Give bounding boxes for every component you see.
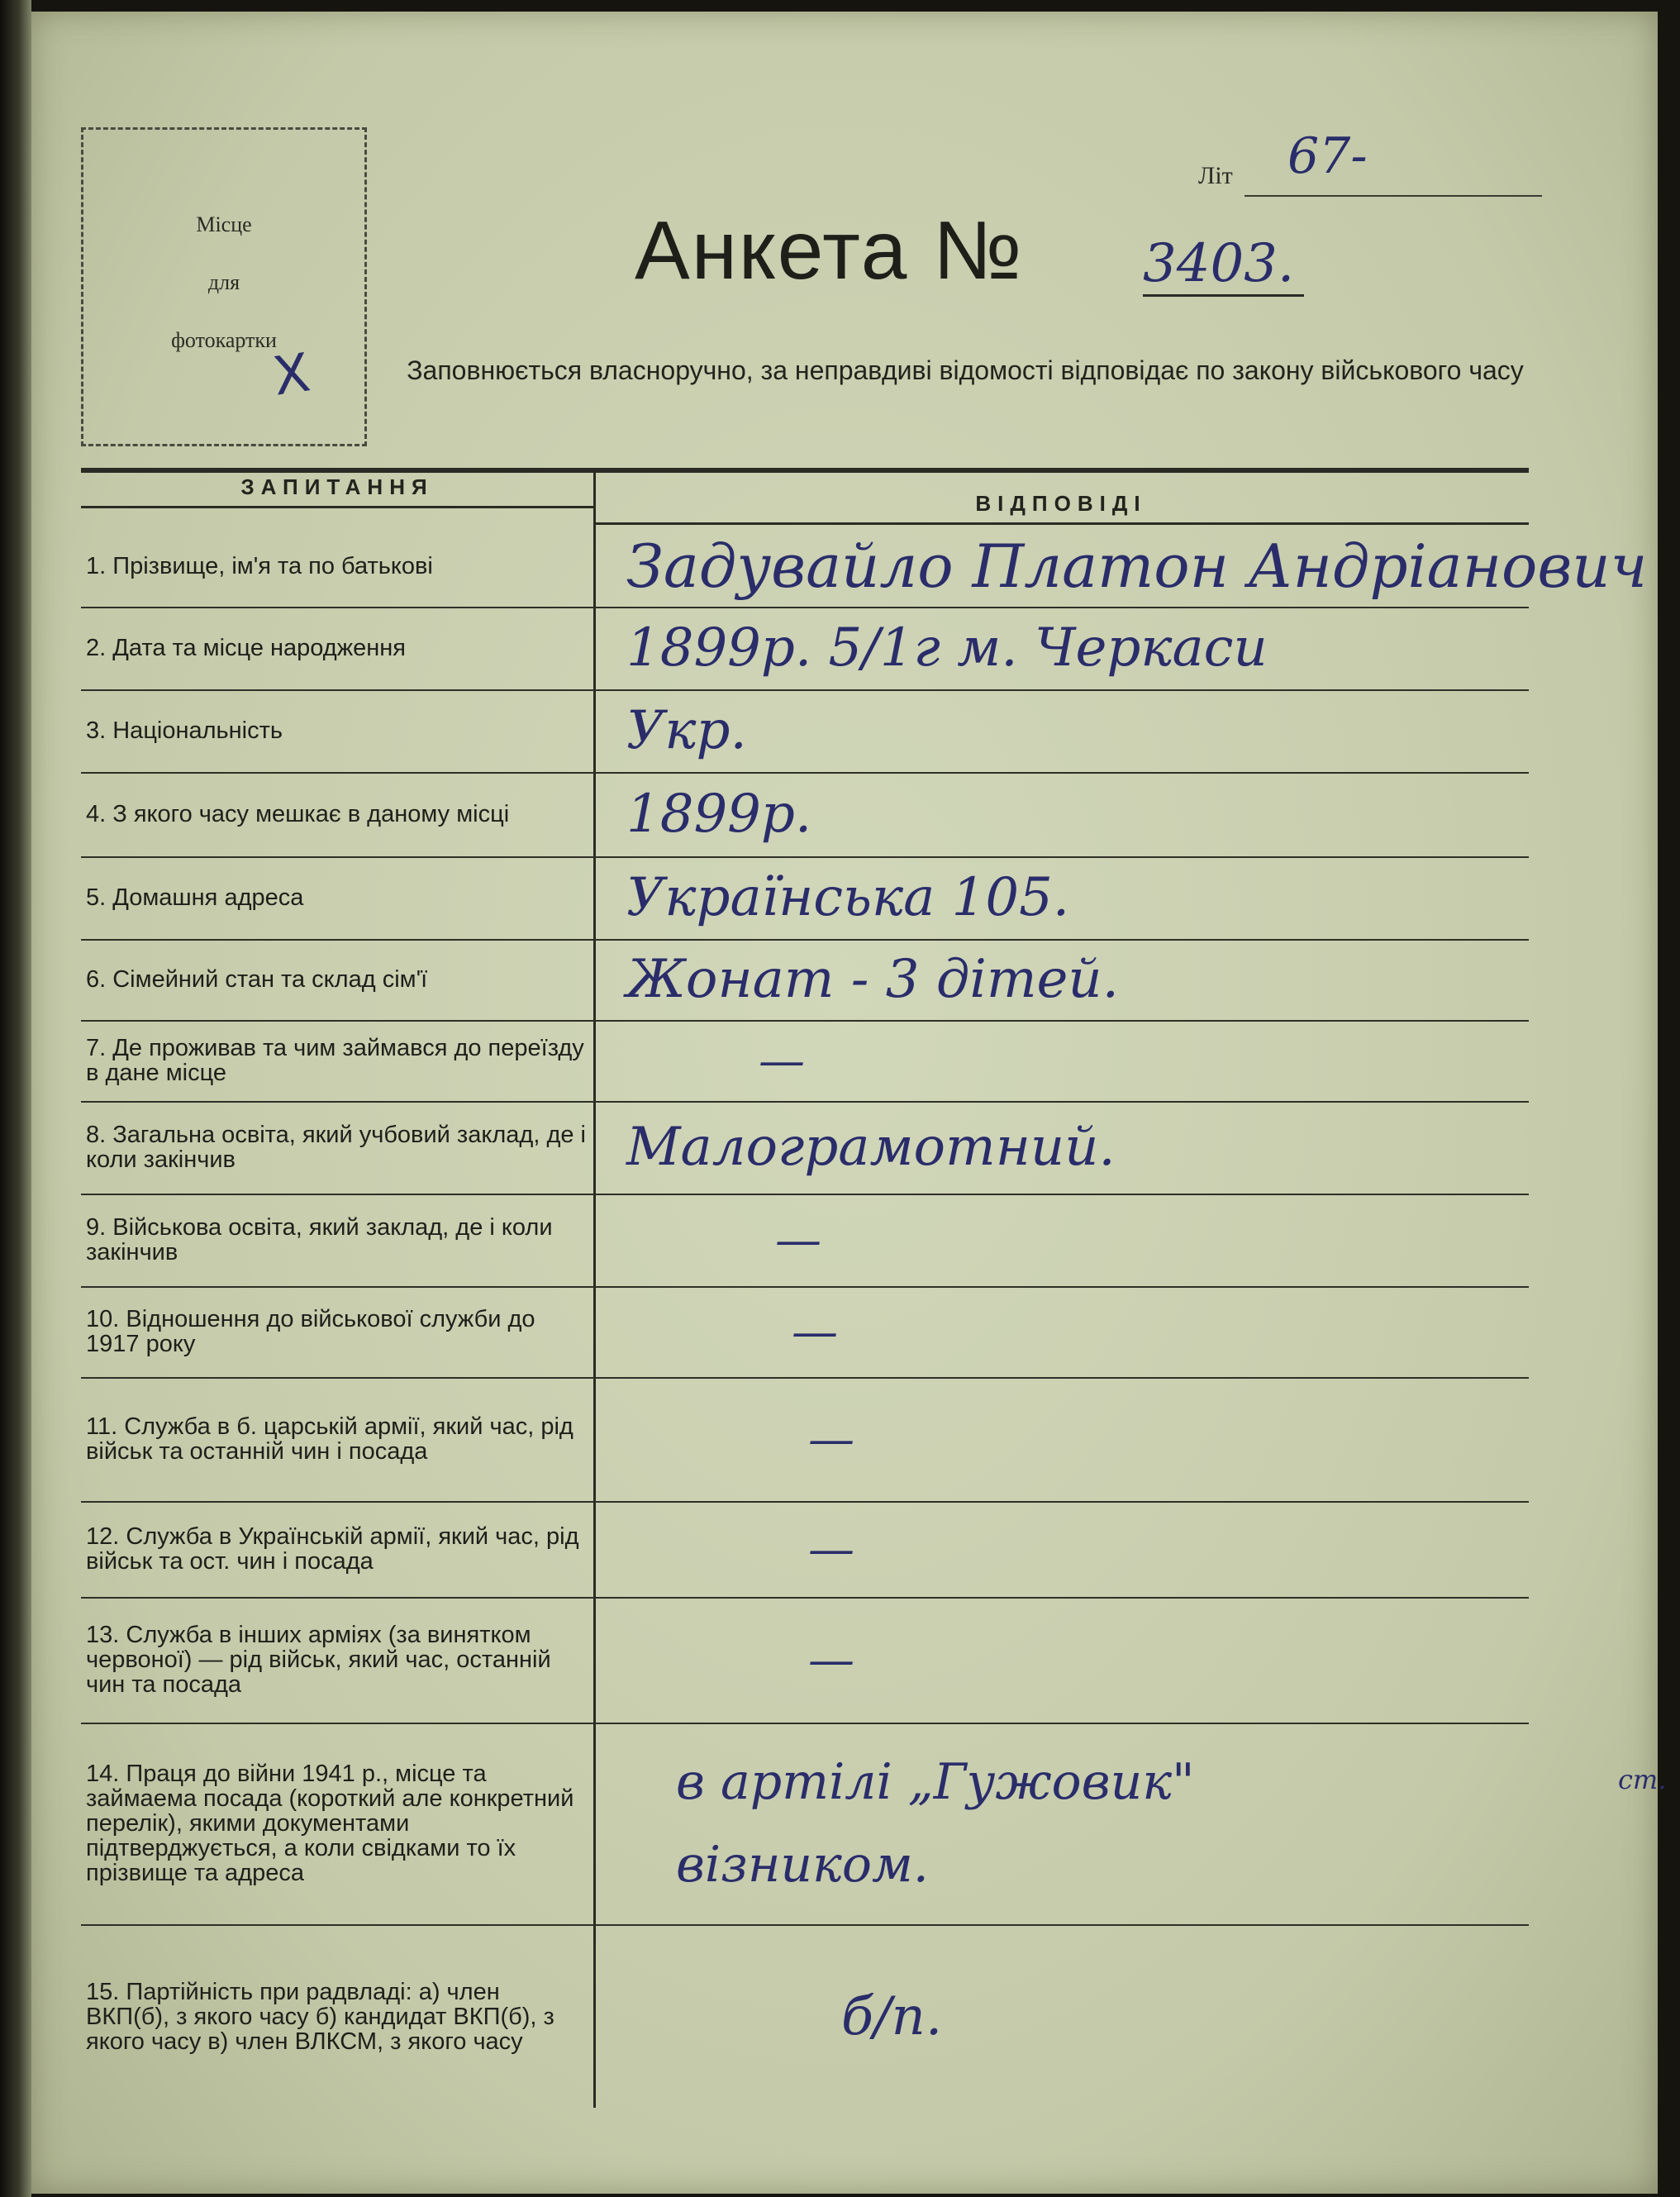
column-header-question: ЗАПИТАННЯ	[240, 474, 434, 499]
table-row	[81, 1286, 1529, 1379]
table-row	[81, 1597, 1529, 1724]
table-row-15	[81, 1926, 1529, 2108]
form-number-line	[1143, 294, 1304, 297]
question-7: 7. Де проживав та чим займався до переїзду в дане місце	[86, 1035, 584, 1086]
table-row	[81, 1101, 1529, 1195]
table-row	[81, 1501, 1529, 1599]
answer-15: б/п.	[841, 1986, 943, 2047]
table-row	[81, 939, 1529, 1022]
question-6: 6. Сімейний стан та склад сім'ї	[86, 966, 428, 993]
table-row	[81, 607, 1529, 691]
page-title: Анкета №	[635, 204, 1024, 297]
table-row	[81, 772, 1529, 858]
question-12: 12. Служба в Українській армії, який час, рід військ та ост. чин і посада	[86, 1523, 579, 1575]
sheet-number: 67-	[1287, 127, 1368, 185]
answer-8: Малограмотний.	[626, 1117, 1116, 1178]
question-14: 14. Праця до війни 1941 р., місце та займаема посада (короткий але конкретний перелік), якими документами підтверджується, а коли свідками то їх прізвище та адреса	[86, 1761, 574, 1886]
answer-4: 1899р.	[626, 784, 812, 845]
question-5: 5. Домашня адреса	[86, 884, 304, 911]
questionnaire-page	[31, 12, 1667, 2194]
answer-1: Задувайло Платон Андріанович	[626, 531, 1648, 601]
table-top-rule	[81, 468, 1529, 473]
form-number: 3403.	[1143, 233, 1295, 294]
answer-10: —	[792, 1304, 838, 1359]
answer-12: —	[808, 1522, 854, 1576]
question-11: 11. Служба в б. царській армії, який час, рід військ та останній чин і посада	[86, 1413, 573, 1465]
page-subtitle: Заповнюється власноручно, за неправдиві відомості відповідає по закону військового часу	[407, 355, 1524, 385]
binding-edge	[0, 0, 31, 2197]
table-row	[81, 1723, 1529, 1926]
answer-3: Укр.	[626, 700, 747, 761]
header-rule-answer	[593, 522, 1529, 525]
column-divider-15	[593, 1926, 596, 2108]
table-row	[81, 526, 1648, 608]
photo-box	[81, 127, 367, 446]
table-row	[81, 1194, 1529, 1288]
column-header-answer: ВІДПОВІДІ	[975, 491, 1147, 516]
question-8: 8. Загальна освіта, який учбовий заклад, де і коли закінчив	[86, 1122, 586, 1173]
answer-9: —	[775, 1213, 821, 1267]
table-row	[81, 1020, 1529, 1103]
photo-box-mark: Х	[269, 342, 314, 408]
answer-6: Жонат - 3 дітей.	[626, 949, 1119, 1010]
header-rule-question	[81, 506, 593, 508]
answer-2: 1899р. 5/1г м. Черкаси	[626, 617, 1268, 679]
photo-box-line3: фотокартки	[171, 328, 277, 352]
question-2: 2. Дата та місце народження	[86, 635, 406, 661]
photo-box-line1: Місце	[196, 212, 252, 236]
sheet-number-line	[1245, 195, 1542, 197]
question-10: 10. Відношення до військової служби до 1917 року	[86, 1306, 535, 1357]
question-1: 1. Прізвище, ім'я та по батькові	[86, 553, 433, 579]
question-13: 13. Служба в інших арміях (за винятком червоної) — рід військ, який час, останній чин та посада	[86, 1622, 551, 1698]
sheet-label: Літ	[1198, 162, 1233, 189]
question-4: 4. З якого часу мешкає в даному місці	[86, 801, 510, 827]
table-row	[81, 1377, 1529, 1503]
table-row	[81, 689, 1529, 774]
margin-note: ст.	[1618, 1764, 1667, 1795]
photo-box-line2: для	[207, 270, 240, 294]
table-row	[81, 856, 1529, 941]
questionnaire-table	[81, 468, 1648, 1931]
question-15: 15. Партійність при радвладі: а) член ВКП(б), з якого часу б) кандидат ВКП(б), з якого часу в) член ВЛКСМ, з якого часу	[86, 1979, 554, 2055]
answer-11: —	[808, 1412, 854, 1466]
answer-13: —	[808, 1632, 854, 1687]
answer-14: в артілі „Гужовик" візником.	[676, 1753, 1195, 1894]
question-9: 9. Військова освіта, який заклад, де і коли закінчив	[86, 1214, 553, 1265]
question-3: 3. Національність	[86, 717, 283, 744]
answer-7: —	[759, 1033, 805, 1088]
answer-5: Українська 105.	[626, 867, 1070, 928]
